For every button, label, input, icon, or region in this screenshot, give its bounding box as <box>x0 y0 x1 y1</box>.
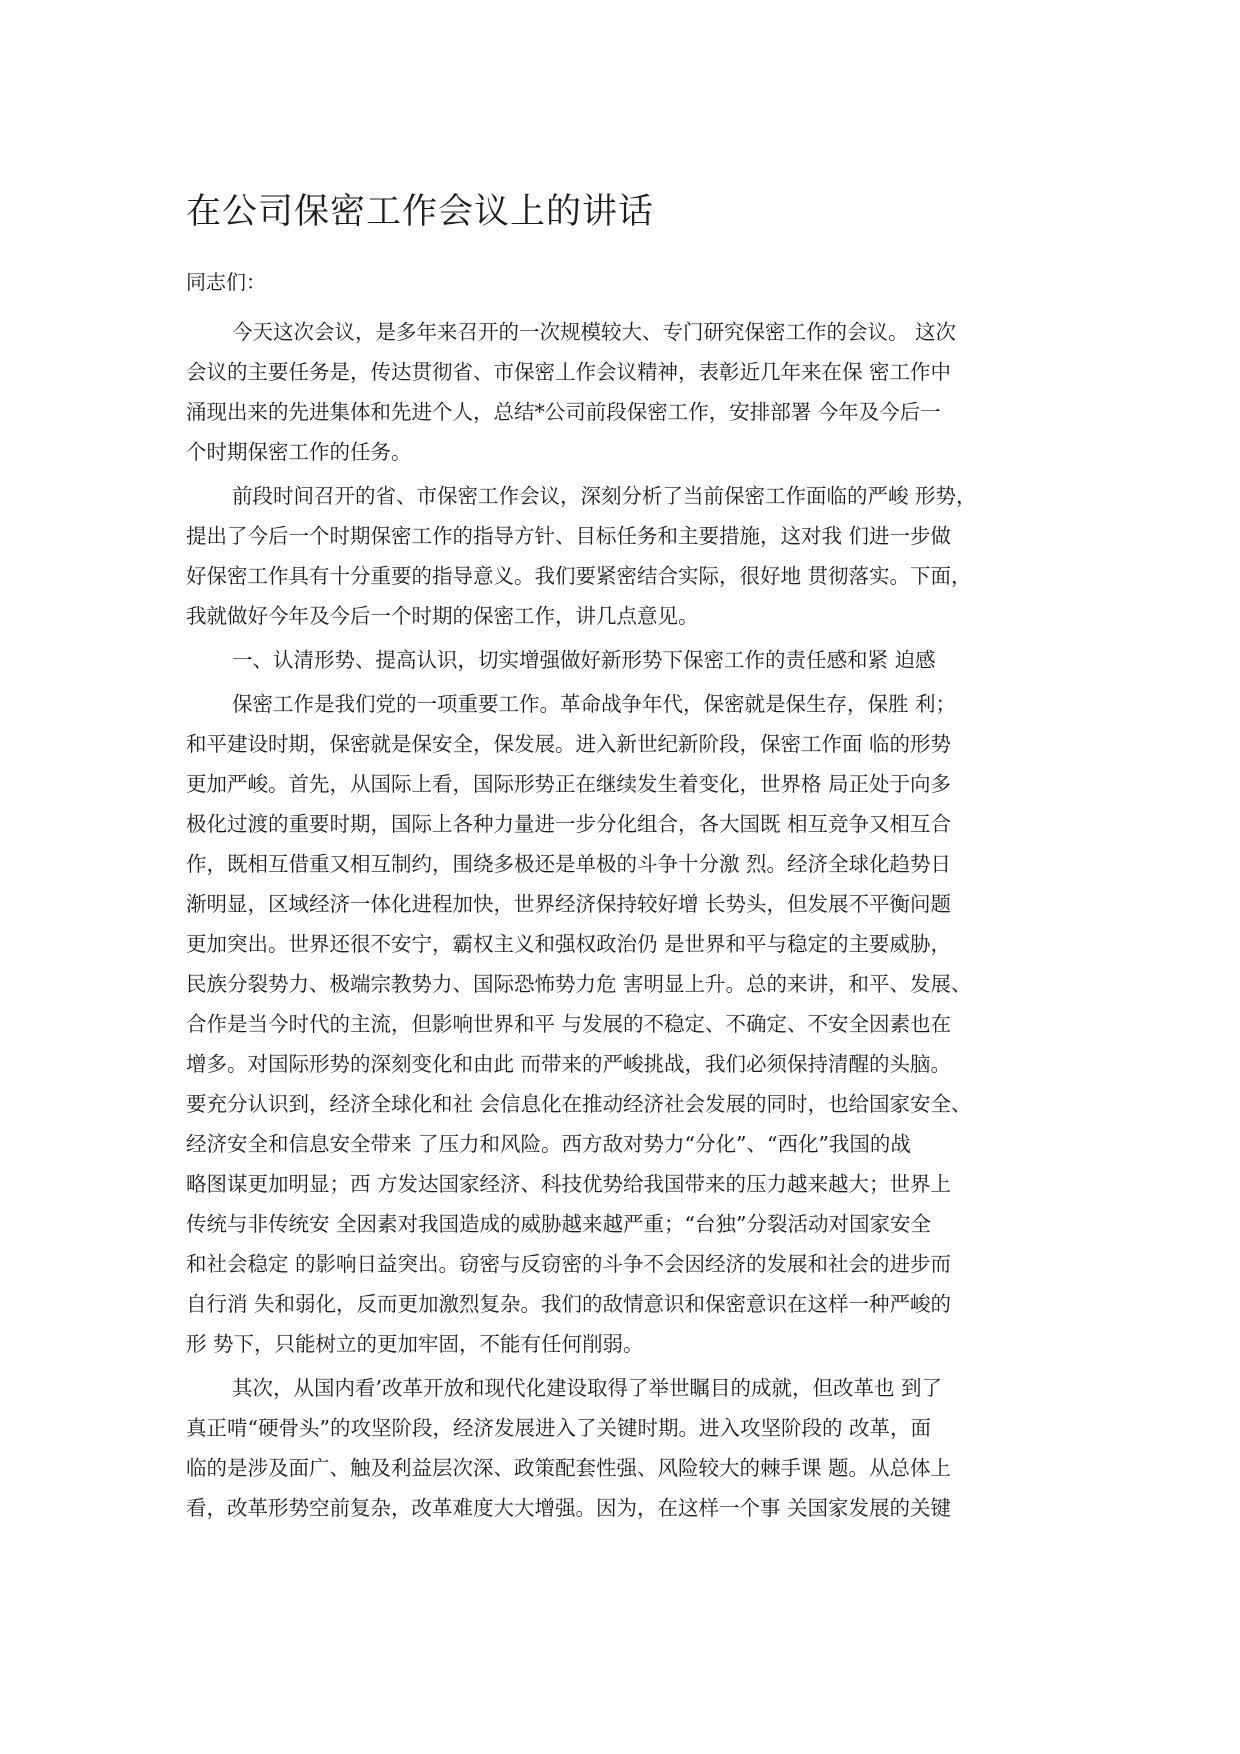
text-line: 合作是当今时代的主流，但影响世界和平 与发展的不稳定、不确定、不安全因素也在 <box>186 1012 952 1036</box>
text-line: 个时期保密工作的任务。 <box>186 440 412 464</box>
text-line: 今天这次会议，是多年来召开的一次规模较大、专门研究保密工作的会议。 这次 <box>232 320 957 344</box>
document-title: 在公司保密工作会议上的讲话 <box>186 192 655 232</box>
text-line: 前段时间召开的省、市保密工作会议，深刻分析了当前保密工作面临的严峻 形势， <box>232 484 977 508</box>
text-line: 传统与非传统安 全因素对我国造成的威胁越来越严重；“台独”分裂活动对国家安全 <box>186 1212 931 1236</box>
text-line: 我就做好今年及今后一个时期的保密工作，讲几点意见。 <box>186 604 699 628</box>
text-line: 临的是涉及面广、触及利益层次深、政策配套性强、风险较大的棘手课 题。从总体上 <box>186 1456 952 1480</box>
text-line: 形 势下，只能树立的更加牢固，不能有任何削弱。 <box>186 1332 644 1356</box>
text-line: 一、认清形势、提高认识，切实增强做好新形势下保密工作的责任感和紧 迫感 <box>232 648 936 672</box>
body-paragraph <box>186 476 1054 636</box>
section-heading <box>186 640 1054 680</box>
salutation: 同志们： <box>186 270 266 294</box>
body-paragraph <box>186 312 1054 472</box>
text-line: 会议的主要任务是，传达贯彻省、市保密丄作会议精神，表彰近几年来在保 密工作中 <box>186 360 952 384</box>
text-line: 略图谋更加明显；西 方发达国家经济、科技优势给我国带来的压力越来越大；世界上 <box>186 1172 952 1196</box>
text-line: 经济安全和信息安全带来 了压力和风险。西方敌对势力“分化”、“西化”我国的战 <box>186 1132 911 1156</box>
text-line: 作，既相互借重又相互制约，围绕多极还是单极的斗争十分激 烈。经济全球化趋势日 <box>186 852 952 876</box>
text-line: 增多。对国际形势的深刻变化和由此 而带来的严峻挑战，我们必须保持清醒的头脑。 <box>186 1052 952 1076</box>
text-line: 民族分裂势力、极端宗教势力、国际恐怖势力危 害明显上升。总的来讲，和平、发展、 <box>186 972 972 996</box>
text-line: 提出了今后一个时期保密工作的指导方针、目标任务和主要措施，这对我 们进一步做 <box>186 524 952 548</box>
text-line: 要充分认识到，经济全球化和社 会信息化在推动经济社会发展的同时，也给国家安全、 <box>186 1092 972 1116</box>
text-line: 其次，从国内看’改革开放和现代化建设取得了举世瞩目的成就，但改革也 到了 <box>232 1376 943 1400</box>
document-body <box>186 312 1054 1532</box>
text-line: 和平建设时期，保密就是保安全，保发展。进入新世纪新阶段，保密工作面 临的形势 <box>186 732 952 756</box>
text-line: 渐明显，区域经济一体化进程加快，世界经济保持较好增 长势头，但发展不平衡问题 <box>186 892 952 916</box>
text-line: 看，改革形势空前复杂，改革难度大大增强。因为，在这样一个事 关国家发展的关键 <box>186 1496 952 1520</box>
text-line: 涌现出来的先进集体和先进个人，总结*公司前段保密工作，安排部署 今年及今后一 <box>186 400 941 424</box>
text-line: 自行消 失和弱化，反而更加激烈复杂。我们的敌情意识和保密意识在这样一种严峻的 <box>186 1292 952 1316</box>
text-line: 保密工作是我们党的一项重要工作。革命战争年代，保密就是保生存，保胜 利； <box>232 692 957 716</box>
text-line: 极化过渡的重要时期，国际上各种力量进一步分化组合，各大国既 相互竞争又相互合 <box>186 812 952 836</box>
document-page <box>186 0 1054 1754</box>
text-line: 好保密工作具有十分重要的指导意义。我们要紧密结合实际，很好地 贯彻落实。下面， <box>186 564 972 588</box>
text-line: 更加突出。世界还很不安宁，霸权主义和强权政治仍 是世界和平与稳定的主要威胁， <box>186 932 952 956</box>
text-line: 真正啃“硬骨头”的攻坚阶段，经济发展进入了关键时期。进入攻坚阶段的 改革，面 <box>186 1416 931 1440</box>
text-line: 和社会稳定 的影响日益突出。窃密与反窃密的斗争不会因经济的发展和社会的进步而 <box>186 1252 952 1276</box>
text-line: 更加严峻。首先，从国际上看，国际形势正在继续发生着变化，世界格 局正处于向多 <box>186 772 952 796</box>
body-paragraph <box>186 684 1054 1364</box>
body-paragraph <box>186 1368 1054 1528</box>
